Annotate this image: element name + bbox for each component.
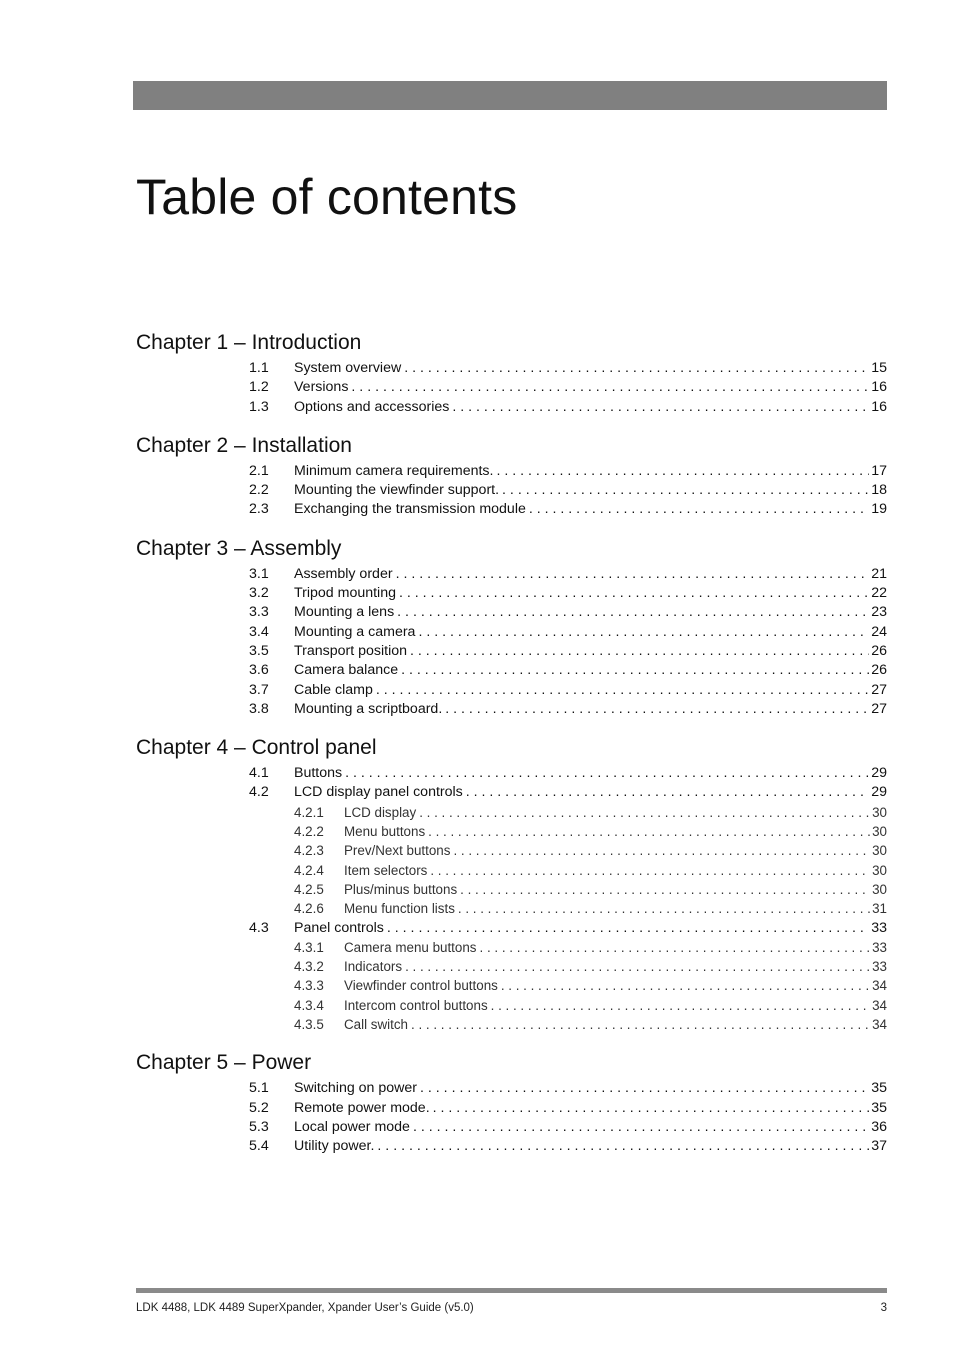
dot-leader <box>460 880 870 899</box>
toc-subentry[interactable] <box>136 938 887 957</box>
dot-leader <box>458 899 870 918</box>
dot-leader <box>529 500 869 519</box>
entry-title: Mounting a lens <box>294 604 395 621</box>
toc-entry[interactable] <box>136 462 887 481</box>
entry-title: Menu function lists <box>344 901 455 917</box>
dot-leader <box>445 700 869 719</box>
entry-title: Item selectors <box>344 862 428 878</box>
chapter-section <box>136 733 887 1034</box>
toc-subentry[interactable] <box>136 880 887 899</box>
entry-page-number: 30 <box>872 824 887 840</box>
entry-page-number: 35 <box>871 1099 887 1116</box>
entry-title: Transport position <box>294 642 408 659</box>
entry-title: Versions <box>294 379 349 396</box>
entry-number: 4.3.3 <box>294 978 324 994</box>
toc-entry[interactable] <box>136 1079 887 1098</box>
entry-page-number: 35 <box>871 1080 887 1097</box>
dot-leader <box>405 957 870 976</box>
toc-entry[interactable] <box>136 359 887 378</box>
entry-page-number: 30 <box>872 862 887 878</box>
entry-title: Utility power. <box>294 1138 375 1155</box>
entry-title: Mounting a scriptboard. <box>294 700 443 717</box>
dot-leader <box>351 378 869 397</box>
dot-leader <box>377 1137 869 1156</box>
dot-leader <box>411 1015 870 1034</box>
entry-title: Assembly order <box>294 565 393 582</box>
entry-number: 4.2.1 <box>294 804 324 820</box>
dot-leader <box>466 783 869 802</box>
entry-number: 2.1 <box>249 462 269 479</box>
dot-leader <box>419 803 870 822</box>
entry-page-number: 31 <box>872 901 887 917</box>
entry-number: 5.2 <box>249 1099 269 1116</box>
entry-number: 4.3.5 <box>294 1017 324 1033</box>
chapter-section <box>136 534 887 719</box>
entry-title: Mounting the viewfinder support. <box>294 482 500 499</box>
entry-page-number: 30 <box>872 804 887 820</box>
entry-page-number: 36 <box>871 1118 887 1135</box>
toc-entry[interactable] <box>136 1137 887 1156</box>
entry-title: Plus/minus buttons <box>344 881 458 897</box>
chapter-title[interactable]: Chapter 4 – Control panel <box>136 736 377 760</box>
entry-number: 4.2.3 <box>294 843 324 859</box>
toc-entry[interactable] <box>136 565 887 584</box>
page-number: 3 <box>880 1302 887 1314</box>
entry-page-number: 37 <box>871 1138 887 1155</box>
toc-entry[interactable] <box>136 642 887 661</box>
toc-subentry[interactable] <box>136 899 887 918</box>
dot-leader <box>397 603 869 622</box>
toc-entry[interactable] <box>136 378 887 397</box>
dot-leader <box>453 841 870 860</box>
dot-leader <box>420 1079 869 1098</box>
entry-page-number: 16 <box>871 398 887 415</box>
entry-page-number: 30 <box>872 843 887 859</box>
entry-number: 4.2.4 <box>294 862 324 878</box>
entry-title: Buttons <box>294 765 343 782</box>
entry-page-number: 24 <box>871 623 887 640</box>
entry-page-number: 34 <box>872 997 887 1013</box>
dot-leader <box>396 565 870 584</box>
entry-number: 3.8 <box>249 700 269 717</box>
toc-entry[interactable] <box>136 783 887 802</box>
dot-leader <box>418 623 869 642</box>
chapter-section <box>136 328 887 417</box>
entry-number: 3.3 <box>249 604 269 621</box>
dot-leader <box>413 1118 869 1137</box>
entry-title: Options and accessories <box>294 398 450 415</box>
dot-leader <box>480 938 871 957</box>
entry-number: 2.2 <box>249 482 269 499</box>
entry-number: 4.1 <box>249 765 269 782</box>
entry-title: Exchanging the transmission module <box>294 501 526 518</box>
entry-number: 5.1 <box>249 1080 269 1097</box>
entry-number: 3.7 <box>249 681 269 698</box>
toc-subentry[interactable] <box>136 996 887 1015</box>
header-bar <box>133 81 887 110</box>
toc-entry[interactable] <box>136 1118 887 1137</box>
toc-subentry[interactable] <box>136 861 887 880</box>
entry-title: LCD display panel controls <box>294 784 463 801</box>
toc-entry[interactable] <box>136 700 887 719</box>
dot-leader <box>501 976 870 995</box>
entry-page-number: 26 <box>871 662 887 679</box>
entry-page-number: 15 <box>871 360 887 376</box>
entry-page-number: 27 <box>871 700 887 717</box>
entry-title: Cable clamp <box>294 681 373 698</box>
dot-leader <box>452 398 869 417</box>
entry-number: 3.4 <box>249 623 269 640</box>
entry-title: Remote power mode. <box>294 1099 430 1116</box>
toc-entry[interactable] <box>136 764 887 783</box>
dot-leader <box>410 642 869 661</box>
entry-number: 4.2.6 <box>294 901 324 917</box>
entry-number: 4.2.2 <box>294 824 324 840</box>
entry-number: 4.3.1 <box>294 939 324 955</box>
toc-entry[interactable] <box>136 681 887 700</box>
entry-page-number: 29 <box>871 765 887 782</box>
entry-title: System overview <box>294 360 402 376</box>
dot-leader <box>496 462 869 481</box>
dot-leader <box>430 861 870 880</box>
entry-number: 4.3.4 <box>294 997 324 1013</box>
table-of-contents <box>136 328 887 1171</box>
entry-page-number: 22 <box>871 585 887 602</box>
entry-number: 5.4 <box>249 1138 269 1155</box>
dot-leader <box>502 481 869 500</box>
toc-subentry[interactable] <box>136 1015 887 1034</box>
entry-title: Minimum camera requirements. <box>294 462 494 479</box>
dot-leader <box>345 764 869 783</box>
toc-entry[interactable] <box>136 919 887 938</box>
entry-page-number: 27 <box>871 681 887 698</box>
entry-title: Indicators <box>344 959 403 975</box>
entry-title: Mounting a camera <box>294 623 416 640</box>
chapter-section <box>136 431 887 520</box>
toc-subentry[interactable] <box>136 803 887 822</box>
entry-page-number: 34 <box>872 978 887 994</box>
entry-page-number: 18 <box>871 482 887 499</box>
entry-number: 3.6 <box>249 662 269 679</box>
chapter-title[interactable]: Chapter 2 – Installation <box>136 433 352 457</box>
dot-leader <box>376 681 869 700</box>
entry-page-number: 30 <box>872 881 887 897</box>
entry-number: 4.3.2 <box>294 959 324 975</box>
toc-entry[interactable] <box>136 623 887 642</box>
toc-entry[interactable] <box>136 603 887 622</box>
entry-number: 2.3 <box>249 501 269 518</box>
entry-number: 1.3 <box>249 398 269 415</box>
entry-page-number: 29 <box>871 784 887 801</box>
toc-entry[interactable] <box>136 500 887 519</box>
entry-page-number: 17 <box>871 462 887 479</box>
toc-subentry[interactable] <box>136 841 887 860</box>
entry-number: 4.3 <box>249 919 269 936</box>
entry-title: Viewfinder control buttons <box>344 978 498 994</box>
toc-subentry[interactable] <box>136 976 887 995</box>
toc-entry[interactable] <box>136 398 887 417</box>
toc-entry[interactable] <box>136 481 887 500</box>
dot-leader <box>399 584 869 603</box>
footer-text: LDK 4488, LDK 4489 SuperXpander, Xpander User’s Guide (v5.0) <box>136 1302 474 1314</box>
entry-title: Local power mode <box>294 1118 410 1135</box>
entry-page-number: 21 <box>871 565 887 582</box>
page-title: Table of contents <box>136 169 518 225</box>
toc-entry[interactable] <box>136 584 887 603</box>
entry-title: Camera balance <box>294 662 399 679</box>
entry-page-number: 34 <box>872 1017 887 1033</box>
dot-leader <box>491 996 870 1015</box>
chapter-title[interactable]: Chapter 5 – Power <box>136 1051 312 1075</box>
toc-subentry[interactable] <box>136 822 887 841</box>
entry-title: Call switch <box>344 1017 408 1033</box>
entry-number: 1.2 <box>249 379 269 396</box>
dot-leader <box>433 1099 870 1118</box>
entry-title: Menu buttons <box>344 824 426 840</box>
entry-number: 4.2.5 <box>294 881 324 897</box>
entry-number: 5.3 <box>249 1118 269 1135</box>
toc-entry[interactable] <box>136 661 887 680</box>
entry-page-number: 33 <box>872 959 887 975</box>
entry-title: Prev/Next buttons <box>344 843 451 859</box>
entry-page-number: 33 <box>872 939 887 955</box>
entry-number: 3.1 <box>249 565 269 582</box>
dot-leader <box>401 661 869 680</box>
entry-number: 4.2 <box>249 784 269 801</box>
entry-number: 3.5 <box>249 642 269 659</box>
toc-subentry[interactable] <box>136 957 887 976</box>
toc-entry[interactable] <box>136 1099 887 1118</box>
entry-page-number: 19 <box>871 501 887 518</box>
entry-number: 3.2 <box>249 585 269 602</box>
entry-title: Switching on power <box>294 1080 418 1097</box>
entry-title: Tripod mounting <box>294 585 396 602</box>
dot-leader <box>428 822 870 841</box>
entry-title: Intercom control buttons <box>344 997 488 1013</box>
chapter-section <box>136 1048 887 1156</box>
dot-leader <box>404 359 869 378</box>
footer-rule <box>136 1288 887 1293</box>
entry-number: 1.1 <box>249 360 269 376</box>
entry-title: LCD display <box>344 804 417 820</box>
chapter-title[interactable]: Chapter 3 – Assembly <box>136 536 342 560</box>
chapter-title[interactable]: Chapter 1 – Introduction <box>136 331 362 354</box>
entry-page-number: 26 <box>871 642 887 659</box>
entry-page-number: 16 <box>871 379 887 396</box>
entry-page-number: 33 <box>871 919 887 936</box>
entry-title: Panel controls <box>294 919 384 936</box>
entry-title: Camera menu buttons <box>344 939 477 955</box>
entry-page-number: 23 <box>871 604 887 621</box>
dot-leader <box>387 919 869 938</box>
